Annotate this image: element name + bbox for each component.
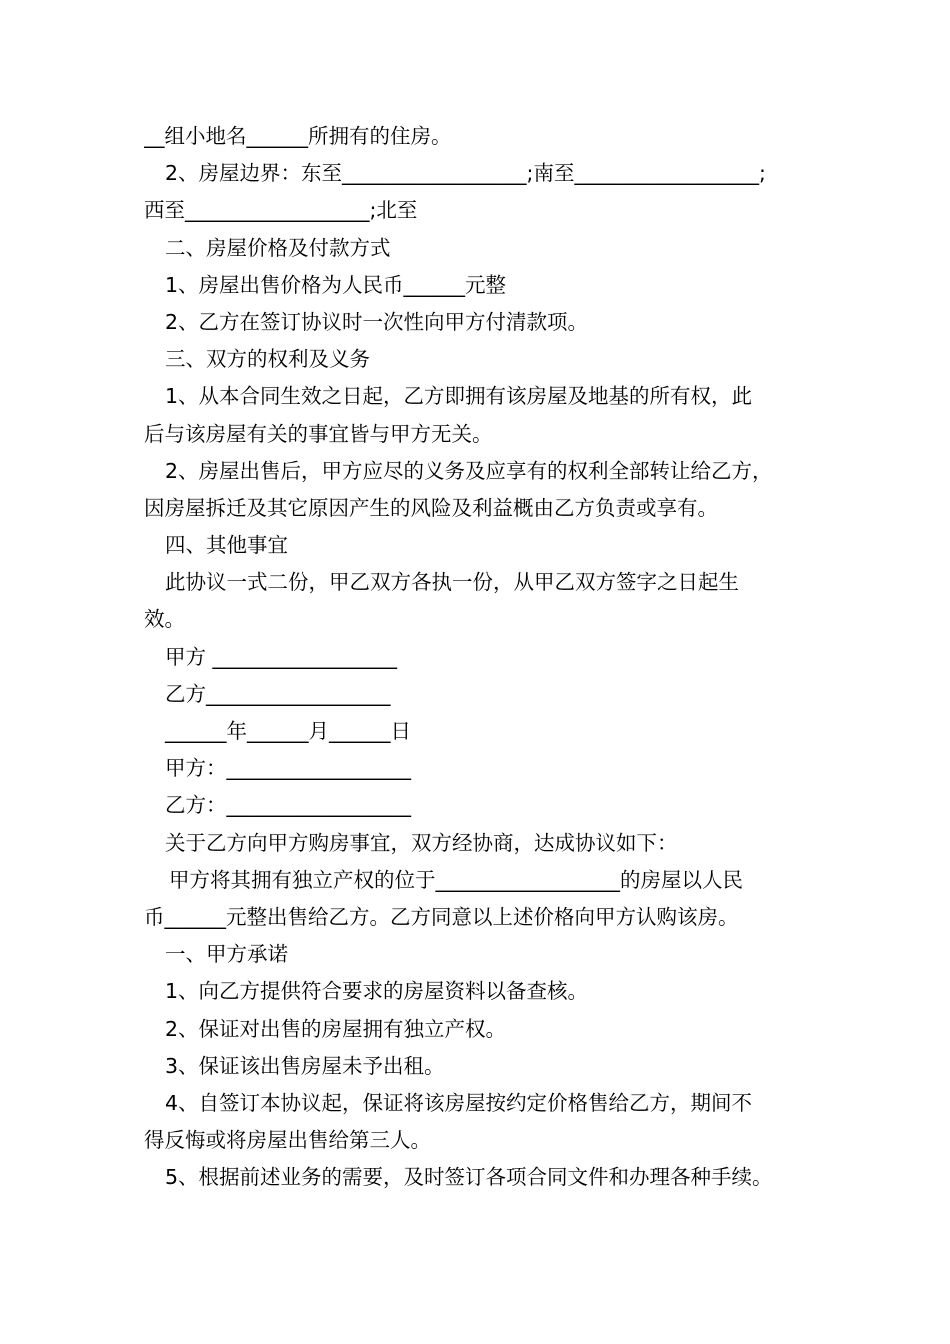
text-line-transfer-clause: 2、房屋出售后，甲方应尽的义务及应享有的权利全部转让给乙方， [165, 458, 773, 483]
list-item-promise-3: 3、保证该出售房屋未予出租。 [165, 1053, 445, 1078]
text-line-agreement-intro: 关于乙方向甲方购房事宜，双方经协商，达成协议如下： [165, 830, 678, 855]
text-line-house-boundary: 2、房屋边界：东至__________________;南至__________________; [165, 161, 766, 186]
section-heading-price-payment: 二、房屋价格及付款方式 [165, 235, 391, 260]
text-line-transfer-clause-cont: 因房屋拆迁及其它原因产生的风险及利益概由乙方负责或享有。 [144, 495, 718, 520]
section-heading-party-a-promises: 一、甲方承诺 [165, 942, 288, 967]
signature-line-party-a-2: 甲方：__________________ [165, 756, 411, 781]
section-heading-other-matters: 四、其他事宜 [165, 533, 288, 558]
text-line-copies-clause: 此协议一式二份，甲乙双方各执一份，从甲乙双方签字之日起生 [165, 570, 739, 595]
list-item-promise-2: 2、保证对出售的房屋拥有独立产权。 [165, 1016, 507, 1041]
text-line-property-location: 甲方将其拥有独立产权的位于__________________的房屋以人民 [169, 867, 743, 892]
text-line-payment-method: 2、乙方在签订协议时一次性向甲方付清款项。 [165, 309, 589, 334]
document-body [144, 118, 824, 1196]
list-item-promise-4: 4、自签订本协议起，保证将该房屋按约定价格售给乙方，期间不 [165, 1090, 753, 1115]
text-line-copies-clause-cont: 效。 [144, 607, 185, 632]
text-line-ownership-clause-cont: 后与该房屋有关的事宜皆与甲方无关。 [144, 421, 493, 446]
signature-line-party-a: 甲方 __________________ [165, 644, 398, 669]
section-heading-rights-obligations: 三、双方的权利及义务 [165, 347, 370, 372]
list-item-promise-1: 1、向乙方提供符合要求的房屋资料以备查核。 [165, 979, 589, 1004]
list-item-promise-5: 5、根据前述业务的需要，及时签订各项合同文件和办理各种手续。 [165, 1165, 773, 1190]
text-line-continuation: __组小地名______所拥有的住房。 [144, 124, 452, 148]
text-line-property-location-cont: 币______元整出售给乙方。乙方同意以上述价格向甲方认购该房。 [144, 904, 739, 929]
text-line-ownership-clause: 1、从本合同生效之日起，乙方即拥有该房屋及地基的所有权，此 [165, 384, 753, 409]
date-line: ______年______月______日 [165, 719, 411, 743]
list-item-promise-4-cont: 得反悔或将房屋出售给第三人。 [144, 1128, 431, 1153]
text-line-sale-price: 1、房屋出售价格为人民币______元整 [165, 272, 507, 297]
signature-line-party-b: 乙方__________________ [165, 681, 391, 706]
signature-line-party-b-2: 乙方：__________________ [165, 793, 411, 818]
text-line-boundary-west-north: 西至__________________;北至 [144, 198, 418, 223]
